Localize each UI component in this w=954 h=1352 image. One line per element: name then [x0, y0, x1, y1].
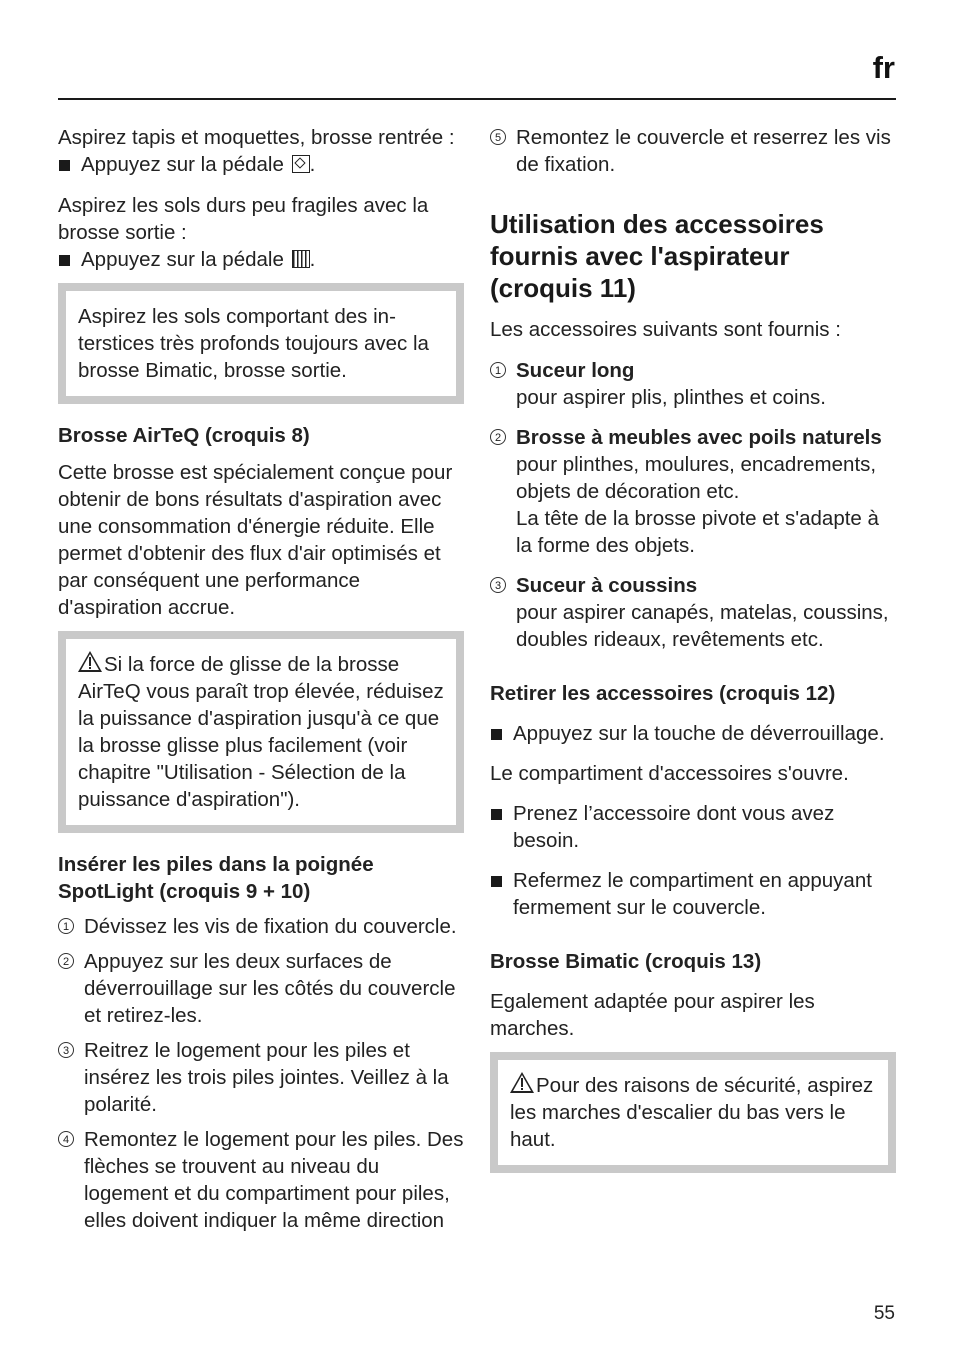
accessory-item — [490, 357, 896, 411]
list-item — [58, 1126, 464, 1234]
section-heading: Retirer les accessoires (croquis 12) — [490, 682, 836, 705]
page-number: 55 — [873, 1303, 895, 1324]
step-number-icon: 5 — [490, 129, 506, 145]
list-item — [58, 913, 464, 940]
note-box — [58, 283, 464, 404]
list-item — [58, 948, 464, 1029]
left-column — [58, 124, 464, 1234]
item-number-icon: 1 — [490, 362, 506, 378]
accessory-text: pour plinthes, moulures, encadrements, objets de décoration etc. — [516, 453, 877, 503]
paragraph: Le compartiment d'accessoires s'ouvre. — [490, 762, 849, 785]
step-text: Remontez le logement pour les piles. Des flèches se trouvent au niveau du logement et du compartiment pour piles, elles doivent indiquer la même direction — [84, 1128, 464, 1232]
bullet-item: Appuyez sur la pédale . — [58, 246, 464, 273]
step-text: Reitrez le logement pour les piles et insérez les trois piles jointes. Veillez à la polarité. — [84, 1039, 449, 1116]
accessory-text: La tête de la brosse pivote et s'adapte à la forme des objets. — [516, 507, 879, 557]
bullet-item: Appuyez sur la touche de déverrouillage. — [490, 720, 896, 747]
accessory-item — [490, 572, 896, 653]
accessory-text: pour aspirer plis, plinthes et coins. — [516, 386, 826, 409]
step-number-icon: 4 — [58, 1131, 74, 1147]
paragraph: Les accessoires suivants sont fournis : — [490, 318, 841, 341]
item-number-icon: 2 — [490, 429, 506, 445]
right-column — [490, 124, 896, 1173]
warning-box — [58, 631, 464, 833]
step-text: Appuyez sur les deux surfaces de déverrouillage sur les côtés du couvercle et retirez-les. — [84, 950, 456, 1027]
paragraph: Aspirez les sols durs peu fragiles avec la brosse sortie : — [58, 194, 429, 244]
accessory-title: Suceur à coussins — [516, 574, 698, 597]
item-number-icon: 3 — [490, 577, 506, 593]
bullet-item: Prenez l’accessoire dont vous avez besoin. — [490, 800, 896, 854]
step-text: Dévissez les vis de fixation du couvercle. — [84, 915, 457, 938]
list-item — [490, 124, 896, 178]
language-code: fr — [872, 50, 895, 85]
pedal-brush-retracted-icon — [292, 155, 310, 173]
chapter-heading: Utilisation des accessoires fournis avec l'aspirateur (croquis 11) — [490, 209, 824, 303]
header-rule — [58, 98, 896, 100]
note-text: Aspirez les sols comportant des interstices très profonds toujours avec la brosse Bimatic, brosse sortie. — [78, 305, 429, 382]
bullet-text: Appuyez sur la pédale — [81, 248, 284, 271]
bullet-item: Refermez le compartiment en appuyant fermement sur le couvercle. — [490, 867, 896, 921]
accessory-title: Brosse à meubles avec poils naturels — [516, 426, 882, 449]
paragraph: Aspirez tapis et moquettes, brosse rentrée : — [58, 126, 455, 149]
warning-icon — [510, 1072, 534, 1093]
warning-paragraph — [78, 651, 444, 813]
warning-box — [490, 1052, 896, 1173]
warning-text: Pour des raisons de sécurité, aspirez les marches d'escalier du bas vers le haut. — [510, 1074, 874, 1151]
paragraph: Cette brosse est spécialement conçue pour obtenir de bons résultats d'aspiration avec une consommation d'énergie réduite. Elle permet d'obtenir des flux d'air optimisés et par conséquent une performance d'aspiration accrue. — [58, 461, 453, 619]
step-number-icon: 3 — [58, 1042, 74, 1058]
warning-icon — [78, 651, 102, 672]
list-item — [58, 1037, 464, 1118]
accessory-item — [490, 424, 896, 559]
section-heading: Insérer les piles dans la poignée SpotLight (croquis 9 + 10) — [58, 853, 374, 903]
paragraph: Egalement adaptée pour aspirer les marches. — [490, 990, 815, 1040]
step-number-icon: 2 — [58, 953, 74, 969]
step-number-icon: 1 — [58, 918, 74, 934]
accessory-text: pour aspirer canapés, matelas, coussins, doubles rideaux, revêtements etc. — [516, 601, 889, 651]
section-heading: Brosse Bimatic (croquis 13) — [490, 950, 762, 973]
section-heading: Brosse AirTeQ (croquis 8) — [58, 424, 310, 447]
pedal-brush-extended-icon — [292, 250, 310, 268]
step-text: Remontez le couvercle et reserrez les vis de fixation. — [516, 126, 891, 176]
warning-text: Si la force de glisse de la brosse AirTeQ vous paraît trop élevée, réduisez la puissance d'aspiration jusqu'à ce que la brosse glisse plus facilement (voir chapitre "Utilisation - Sélection de la puissance d'aspiration"). — [78, 653, 444, 811]
bullet-text: Appuyez sur la pédale — [81, 153, 284, 176]
bullet-item: Appuyez sur la pédale . — [58, 151, 464, 178]
warning-paragraph — [510, 1072, 876, 1153]
accessory-title: Suceur long — [516, 359, 635, 382]
